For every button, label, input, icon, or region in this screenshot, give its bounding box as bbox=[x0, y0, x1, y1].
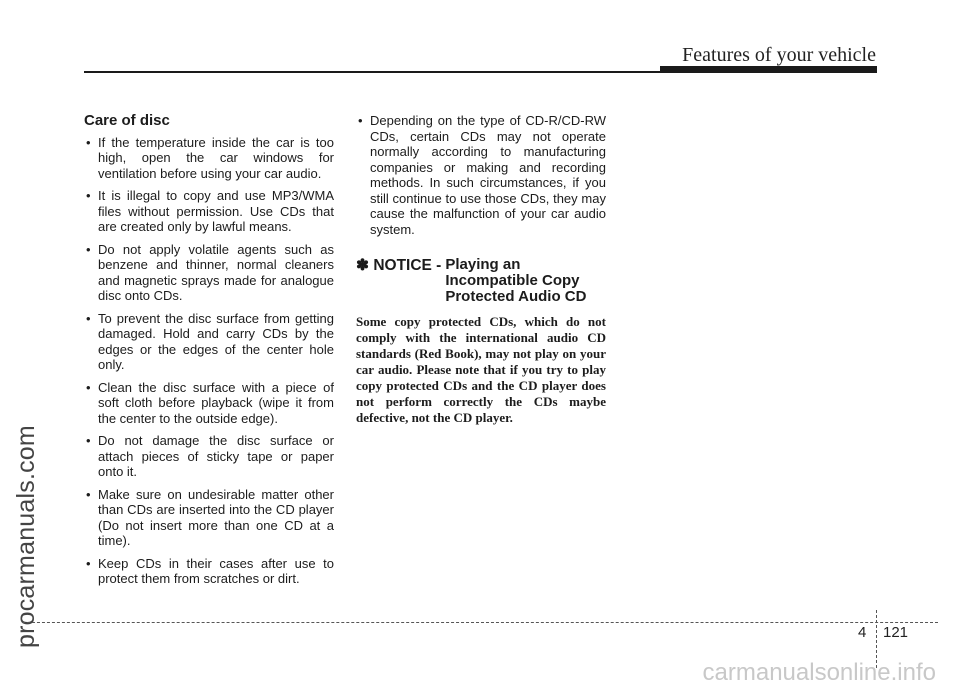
list-item: • If the temperature inside the car is too high, open the car windows for ventilation before using your car audio. bbox=[84, 135, 334, 182]
notice-label bbox=[356, 257, 445, 305]
care-bullet-list-continued bbox=[356, 113, 606, 237]
list-item: • Depending on the type of CD-R/CD-RW CDs, certain CDs may not operate normally according to manufacturing companies or making and recording methods. In such circumstances, if you still continue to use those CDs, they may cause the malfunction of your car audio system. bbox=[356, 113, 606, 237]
list-item: • It is illegal to copy and use MP3/WMA files without permission. Use CDs that are created only by lawful means. bbox=[84, 188, 334, 235]
side-watermark: procarmanuals.com bbox=[12, 425, 40, 648]
header-rule bbox=[84, 71, 660, 73]
list-item: • Do not apply volatile agents such as benzene and thinner, normal cleaners and magnetic sprays made for analogue disc onto CDs. bbox=[84, 242, 334, 304]
section-heading: Care of disc bbox=[84, 112, 170, 129]
notice-heading bbox=[356, 257, 606, 305]
bottom-watermark: carmanualsonline.info bbox=[702, 659, 936, 686]
notice-label-text: NOTICE - bbox=[373, 257, 442, 274]
left-column bbox=[84, 113, 334, 594]
notice-title bbox=[445, 257, 586, 305]
footer-rule bbox=[22, 622, 938, 623]
list-item: • To prevent the disc surface from getting damaged. Hold and carry CDs by the edges or the edges of the center hole only. bbox=[84, 311, 334, 373]
notice-body: Some copy protected CDs, which do not comply with the international audio CD standards (Red Book), may not play on your car audio. Please note that if you try to play copy protected CDs and the CD player does not perform correctly the CDs maybe defective, not the CD player. bbox=[356, 314, 606, 425]
notice-title-line: Protected Audio CD bbox=[445, 288, 587, 305]
notice-title-line: Incompatible Copy bbox=[445, 272, 580, 289]
page-number: 121 bbox=[883, 624, 909, 641]
right-column bbox=[356, 113, 606, 426]
list-item: • Keep CDs in their cases after use to protect them from scratches or dirt. bbox=[84, 556, 334, 587]
list-item: • Make sure on undesirable matter other than CDs are inserted into the CD player (Do not insert more than one CD at a time). bbox=[84, 487, 334, 549]
notice-star-icon: ✽ bbox=[356, 257, 369, 274]
page-header-title: Features of your vehicle bbox=[682, 44, 876, 66]
header-rule-accent bbox=[660, 66, 877, 73]
list-item: • Clean the disc surface with a piece of soft cloth before playback (wipe it from the center to the outside edge). bbox=[84, 380, 334, 427]
chapter-number: 4 bbox=[858, 624, 867, 641]
notice-title-line: Playing an bbox=[445, 256, 521, 273]
list-item: • Do not damage the disc surface or attach pieces of sticky tape or paper onto it. bbox=[84, 433, 334, 480]
care-bullet-list bbox=[84, 135, 334, 587]
